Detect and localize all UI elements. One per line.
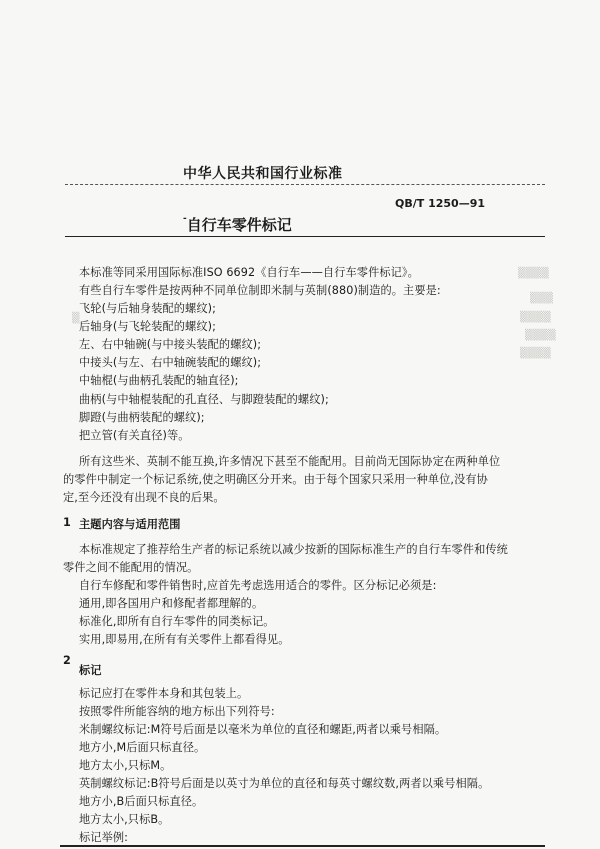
section-2-heading: 标记	[79, 664, 102, 677]
document-title	[183, 214, 292, 235]
intro-paragraph-1: 本标准等同采用国际标准ISO 6692《自行车——自行车零件标记》。	[79, 266, 419, 279]
section-1-number: 1	[63, 516, 71, 529]
list-item: 曲柄(与中轴棍装配的孔直径、与脚蹬装配的螺纹);	[79, 393, 329, 406]
list-item: 左、右中轴碗(与中接头装配的螺纹);	[79, 338, 262, 351]
section-1-line: 零件之间不能配用的情况。	[63, 561, 199, 574]
section-2-line: 米制螺纹标记:M符号后面是以毫米为单位的直径和螺距,两者以乘号相隔。	[79, 723, 447, 736]
document-title-text: 自行车零件标记	[186, 216, 292, 234]
footer-rule	[60, 845, 545, 847]
standard-code: QB/T 1250—91	[395, 197, 486, 210]
list-item: 后轴身(与飞轮装配的螺纹);	[79, 320, 216, 333]
intro-paragraph-2: 有些自行车零件是按两种不同单位制即米制与英制(880)制造的。主要是:	[79, 284, 441, 297]
bleed-through-artifact: ▒▒▒▒	[518, 268, 549, 279]
title-mark: -	[183, 214, 187, 224]
industry-standard-heading: 中华人民共和国行业标准	[183, 166, 343, 182]
header-dashed-rule	[65, 184, 545, 185]
bleed-through-artifact: ▒▒▒▒	[520, 312, 551, 323]
list-item: 中接头(与左、右中轴碗装配的螺纹);	[79, 356, 262, 369]
intro-paragraph-3-line: 的零件中制定一个标记系统,使之明确区分开来。由于每个国家只采用一种单位,没有协	[63, 473, 488, 486]
section-1-heading: 主题内容与适用范围	[79, 518, 181, 531]
title-rule	[65, 236, 545, 237]
list-item: 飞轮(与后轴身装配的螺纹);	[79, 302, 216, 315]
list-item: 脚蹬(与曲柄装配的螺纹);	[79, 411, 205, 424]
bleed-through-artifact: ▒▒▒	[530, 293, 554, 304]
section-2-line: 地方太小,只标B。	[79, 813, 170, 826]
bleed-through-artifact: ▒▒▒▒	[525, 330, 556, 341]
section-2-line: 地方小,M后面只标直径。	[79, 741, 206, 754]
section-1-line: 实用,即易用,在所有有关零件上都看得见。	[79, 633, 290, 646]
bleed-through-artifact: ▒▒▒▒	[520, 348, 551, 359]
section-1-line: 通用,即各国用户和修配者都理解的。	[79, 597, 264, 610]
section-1-line: 本标准规定了推荐给生产者的标记系统以减少按新的国际标准生产的自行车零件和传统	[79, 543, 508, 556]
bleed-through-artifact: ▒	[72, 313, 80, 324]
section-2-line: 标记应打在零件本身和其包装上。	[79, 687, 249, 700]
section-1-line: 自行车修配和零件销售时,应首先考虑选用适合的零件。区分标记必须是:	[79, 579, 437, 592]
section-2-line: 地方太小,只标M。	[79, 759, 172, 772]
section-2-line: 英制螺纹标记:B符号后面是以英寸为单位的直径和每英寸螺纹数,两者以乘号相隔。	[79, 777, 490, 790]
section-2-line: 按照零件所能容纳的地方标出下列符号:	[79, 705, 275, 718]
list-item: 中轴棍(与曲柄孔装配的轴直径);	[79, 374, 239, 387]
intro-paragraph-3-line: 所有这些米、英制不能互换,许多情况下甚至不能配用。目前尚无国际协定在两种单位	[79, 455, 501, 468]
section-2-number: 2	[63, 654, 71, 667]
section-2-line: 地方小,B后面只标直径。	[79, 795, 204, 808]
intro-paragraph-3-line: 定,至今还没有出现不良的后果。	[63, 491, 225, 504]
section-2-line: 标记举例:	[79, 831, 129, 844]
list-item: 把立管(有关直径)等。	[79, 429, 190, 442]
section-1-line: 标准化,即所有自行车零件的同类标记。	[79, 615, 275, 628]
